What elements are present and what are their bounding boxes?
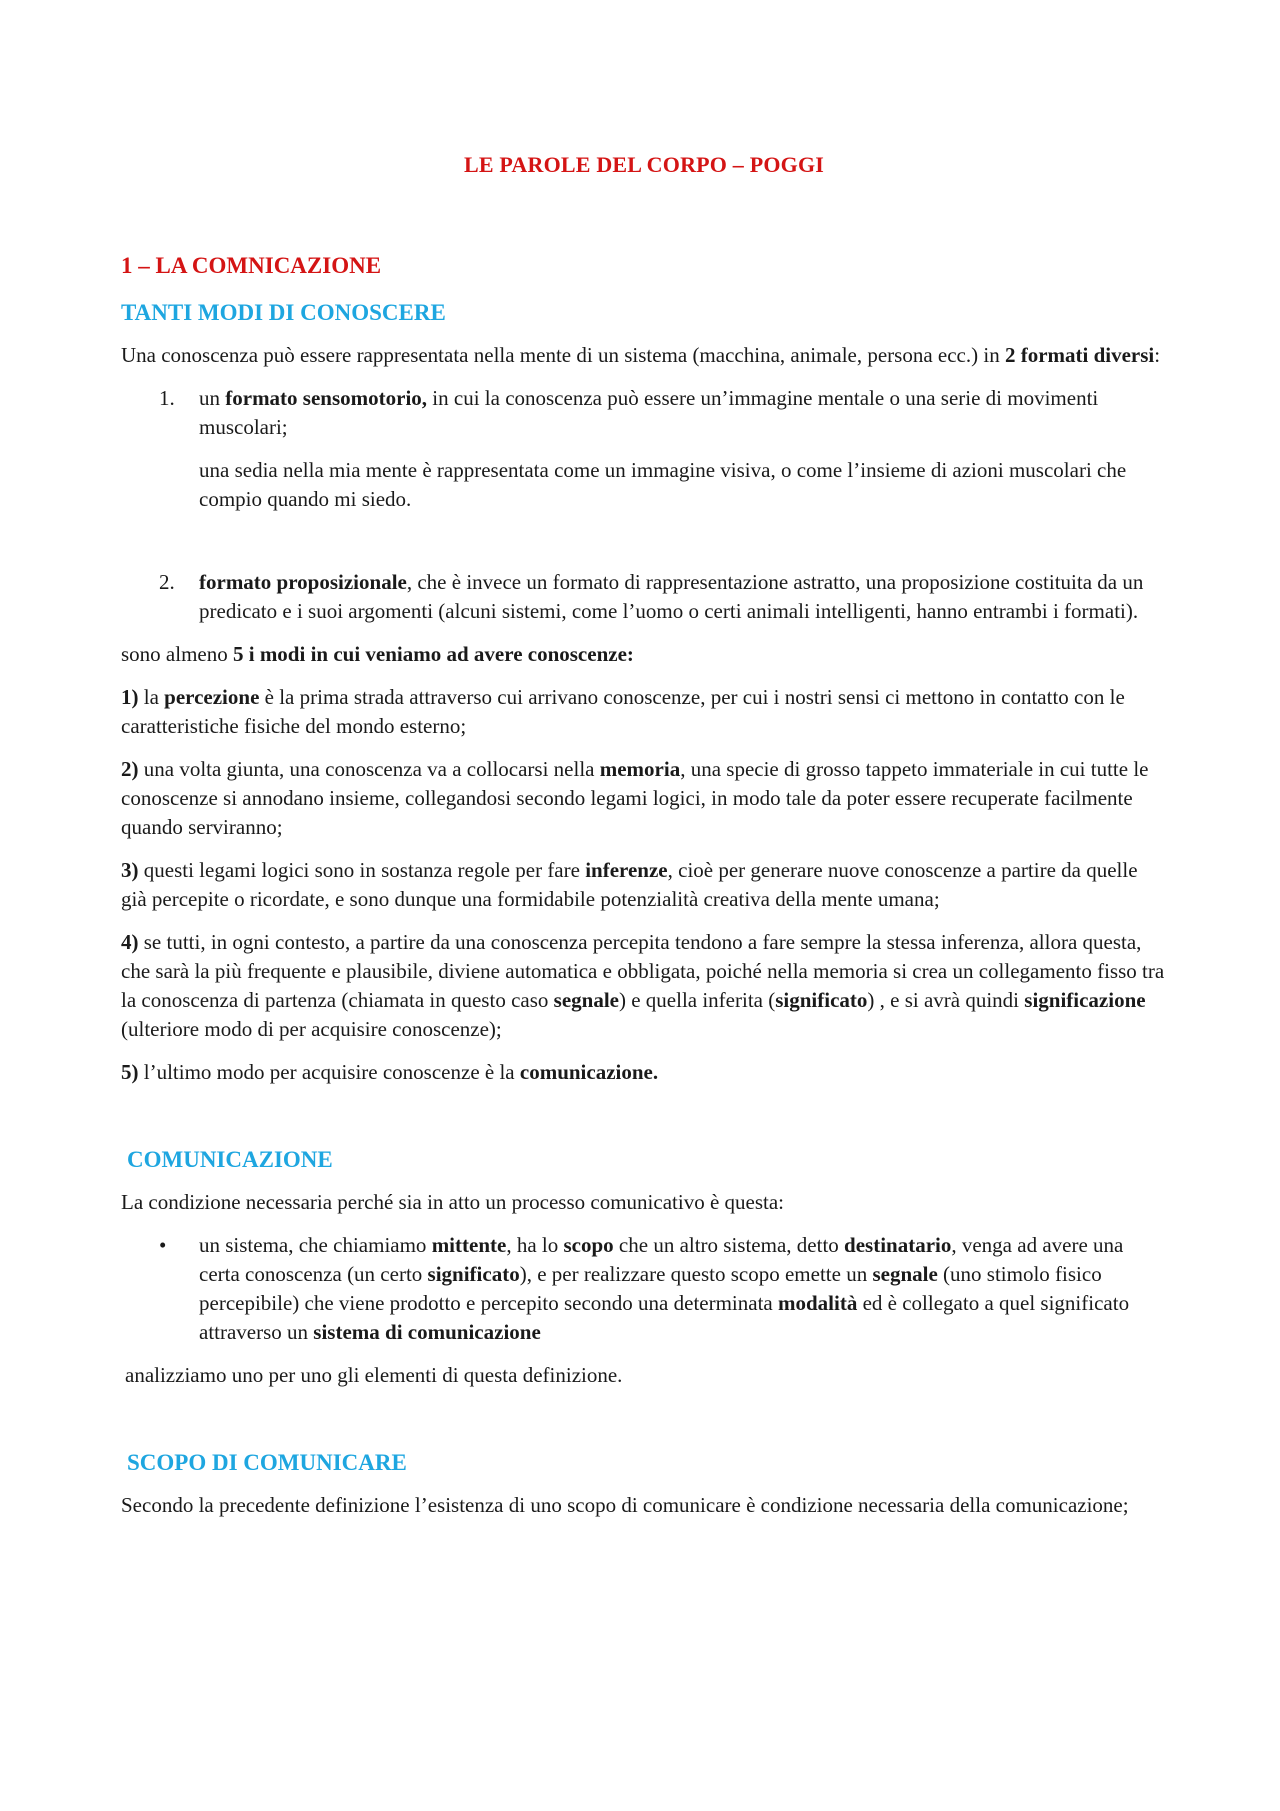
bullet-marker: • <box>159 1233 167 1257</box>
bullet-item-text: un sistema, che chiamiamo mittente, ha lo scopo che un altro sistema, detto destinatario, venga ad avere una certa conoscenza (un certo significato), e per realizzare questo scopo emette un segnale (uno stimolo fisico percepibile) che viene prodotto e percepito secondo una determinata modalità ed è collegato a quel significato attraverso un sistema di comunicazione <box>199 1233 1130 1344</box>
document-title: LE PAROLE DEL CORPO – POGGI <box>463 152 825 177</box>
section-heading-tanti-modi: TANTI MODI DI CONOSCERE <box>121 300 446 325</box>
section-heading-comunicazione: COMUNICAZIONE <box>127 1147 333 1172</box>
intro-paragraph: Una conoscenza può essere rappresentata nella mente di un sistema (macchina, animale, persona ecc.) in 2 formati diversi: <box>121 343 1161 367</box>
comunicazione-outro: analizziamo uno per uno gli elementi di questa definizione. <box>125 1363 623 1387</box>
mode-significazione: 4) se tutti, in ogni contesto, a partire da una conoscenza percepita tendono a fare sempre la stessa inferenza, allora questa, che sarà la più frequente e plausibile, diviene automatica e obbligata, poiché nella memoria si crea un collegamento fisso tra la conoscenza di partenza (chiamata in questo caso segnale) e quella inferita (significato) , e si avrà quindi significazione (ulteriore modo di per acquisire conoscenze); <box>121 930 1165 1041</box>
comunicazione-intro: La condizione necessaria perché sia in atto un processo comunicativo è questa: <box>121 1190 784 1214</box>
list-marker: 2. <box>159 570 175 594</box>
mode-comunicazione: 5) l’ultimo modo per acquisire conoscenze è la comunicazione. <box>121 1060 659 1084</box>
scopo-paragraph: Secondo la precedente definizione l’esistenza di uno scopo di comunicare è condizione necessaria della comunicazione; <box>121 1493 1129 1517</box>
mode-inferenze: 3) questi legami logici sono in sostanza regole per fare inferenze, cioè per generare nuove conoscenze a partire da quelle già percepite o ricordate, e sono dunque una formidabile potenzialità creativa della mente umana; <box>121 858 1138 911</box>
chapter-heading: 1 – LA COMNICAZIONE <box>121 253 382 278</box>
section-heading-scopo: SCOPO DI COMUNICARE <box>127 1450 407 1475</box>
list-item-text: un formato sensomotorio, in cui la conoscenza può essere un’immagine mentale o una serie di movimenti muscolari; <box>199 386 1099 439</box>
bullet-item-definizione <box>121 1231 1167 1347</box>
mode-percezione: 1) la percezione è la prima strada attraverso cui arrivano conoscenze, per cui i nostri sensi ci mettono in contatto con le caratteristiche fisiche del mondo esterno; <box>121 685 1125 738</box>
document-body <box>121 150 1167 1534</box>
list-item-text: formato proposizionale, che è invece un formato di rappresentazione astratto, una proposizione costituita da un predicato e i suoi argomenti (alcuni sistemi, come l’uomo o certi animali intelligenti, hanno entrambi i formati). <box>199 570 1144 623</box>
list-marker: 1. <box>159 386 175 410</box>
mode-memoria: 2) una volta giunta, una conoscenza va a collocarsi nella memoria, una specie di grosso tappeto immateriale in cui tutte le conoscenze si annodano insieme, collegandosi secondo legami logici, in modo tale da poter essere recuperate facilmente quando serviranno; <box>121 757 1149 839</box>
list-item-formato-sensomotorio <box>121 384 1167 514</box>
list-item-formato-proposizionale <box>121 568 1167 626</box>
list-item-example: una sedia nella mia mente è rappresentata come un immagine visiva, o come l’insieme di azioni muscolari che compio quando mi siedo. <box>199 458 1127 511</box>
modes-intro: sono almeno 5 i modi in cui veniamo ad avere conoscenze: <box>121 642 634 666</box>
